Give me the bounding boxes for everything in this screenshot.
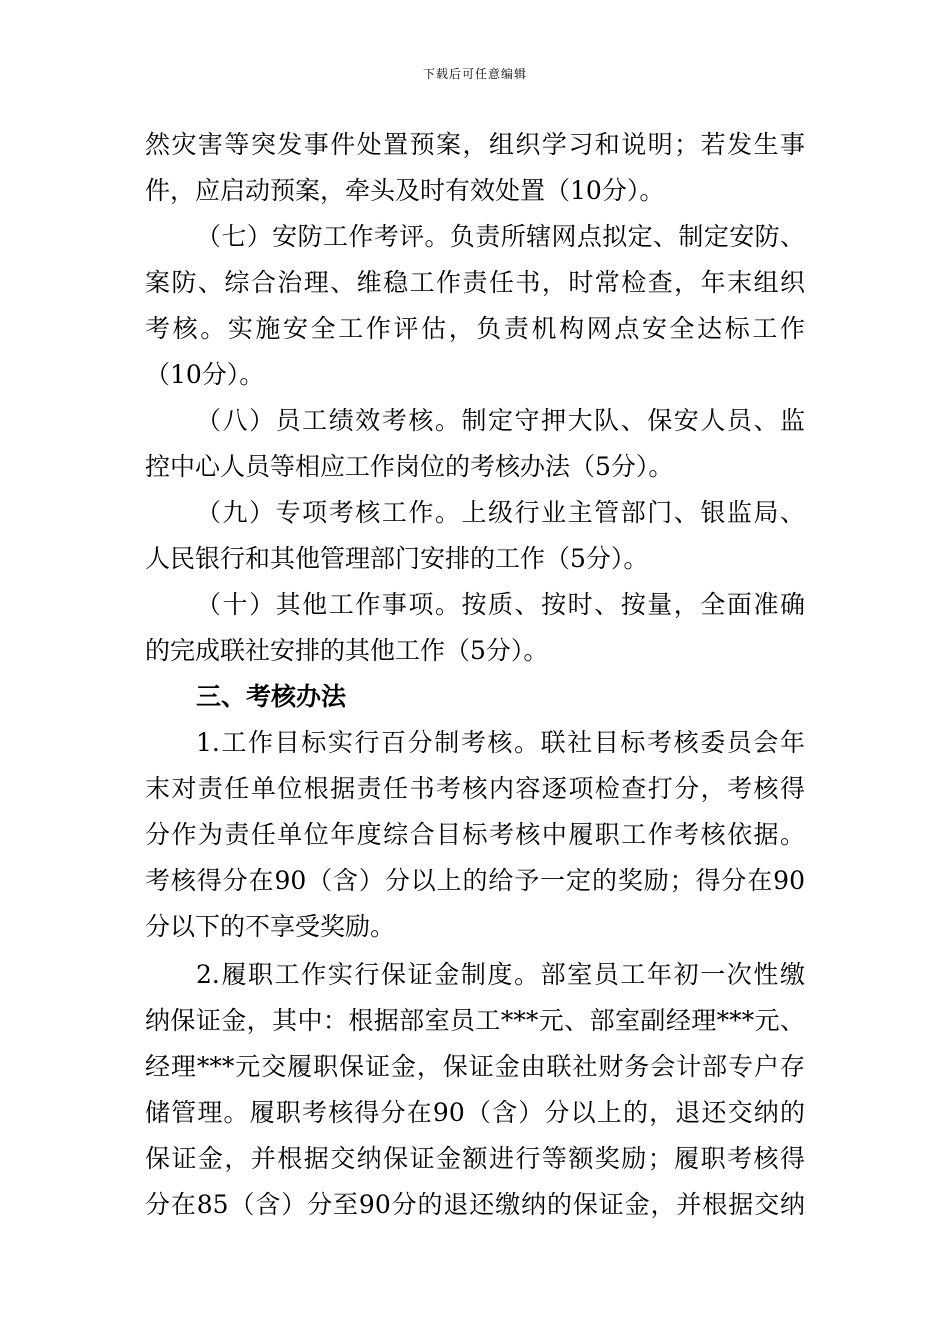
text-line: 保证金，并根据交纳保证金额进行等额奖励；履职考核得 xyxy=(145,1144,805,1173)
text-line: 纳保证金，其中：根据部室员工***元、部室副经理***元、 xyxy=(145,1006,805,1035)
text-line: 考核。实施安全工作评估，负责机构网点安全达标工作 xyxy=(145,314,805,343)
text-line: （七）安防工作考评。负责所辖网点拟定、制定安防、 xyxy=(196,222,805,251)
text-line: 考核得分在90（含）分以上的给予一定的奖励；得分在90 xyxy=(145,866,805,895)
text-line: 分作为责任单位年度综合目标考核中履职工作考核依据。 xyxy=(145,820,805,849)
text-line: 末对责任单位根据责任书考核内容逐项检查打分，考核得 xyxy=(145,774,805,803)
text-line: 件，应启动预案，牵头及时有效处置（10分）。 xyxy=(145,176,665,205)
text-line: 2.履职工作实行保证金制度。部室员工年初一次性缴 xyxy=(196,960,805,989)
text-line: 分以下的不享受奖励。 xyxy=(145,912,396,941)
section-heading: 三、考核办法 xyxy=(196,682,347,711)
text-line: （十）其他工作事项。按质、按时、按量，全面准确 xyxy=(196,590,805,619)
text-line: （八）员工绩效考核。制定守押大队、保安人员、监 xyxy=(196,406,805,435)
text-line: 控中心人员等相应工作岗位的考核办法（5分）。 xyxy=(145,452,674,481)
text-line: （九）专项考核工作。上级行业主管部门、银监局、 xyxy=(196,498,805,527)
text-line: 案防、综合治理、维稳工作责任书，时常检查，年末组织 xyxy=(145,268,805,297)
text-line: 然灾害等突发事件处置预案，组织学习和说明；若发生事 xyxy=(145,130,805,159)
page-header: 下载后可任意编辑 xyxy=(422,67,527,81)
text-line: 1.工作目标实行百分制考核。联社目标考核委员会年 xyxy=(196,728,805,757)
text-line: 人民银行和其他管理部门安排的工作（5分）。 xyxy=(145,544,649,573)
text-line: 储管理。履职考核得分在90（含）分以上的，退还交纳的 xyxy=(145,1098,805,1127)
text-line: 的完成联社安排的其他工作（5分）。 xyxy=(145,636,549,665)
text-line: 分在85（含）分至90分的退还缴纳的保证金，并根据交纳 xyxy=(145,1190,805,1219)
document-body xyxy=(145,122,805,1228)
text-line: 经理***元交履职保证金，保证金由联社财务会计部专户存 xyxy=(145,1052,805,1081)
text-line: （10分）。 xyxy=(145,360,265,389)
